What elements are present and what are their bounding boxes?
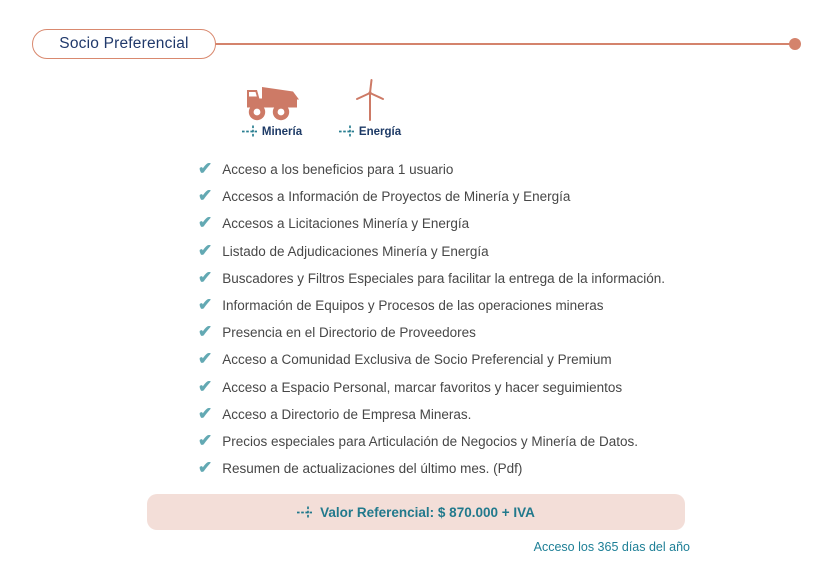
check-icon: ✔: [198, 267, 213, 287]
access-note: Acceso los 365 días del año: [533, 540, 690, 554]
benefit-text: Precios especiales para Articulación de Negocios y Minería de Datos.: [222, 433, 638, 449]
plan-title-pill: [32, 29, 216, 59]
header-line-end-dot: [789, 38, 801, 50]
benefit-text: Listado de Adjudicaciones Minería y Energía: [222, 243, 489, 259]
mineria-label-row: [242, 125, 302, 138]
check-icon: ✔: [198, 295, 213, 315]
benefit-text: Accesos a Información de Proyectos de Minería y Energía: [222, 189, 571, 205]
category-label-mineria: Minería: [261, 125, 303, 138]
check-icon: ✔: [198, 458, 213, 478]
list-item: [198, 374, 665, 401]
dashed-plus-icon: [339, 125, 355, 138]
list-item: [198, 265, 665, 292]
list-item: [198, 156, 665, 183]
category-energia: [338, 78, 402, 138]
benefit-text: Acceso a Directorio de Empresa Mineras.: [222, 406, 472, 422]
benefits-list: [198, 156, 665, 482]
list-item: [198, 455, 665, 482]
benefit-text: Presencia en el Directorio de Proveedores: [222, 325, 476, 341]
benefit-text: Información de Equipos y Procesos de las operaciones mineras: [222, 298, 604, 314]
check-icon: ✔: [198, 403, 213, 423]
dashed-plus-icon: [297, 506, 313, 519]
check-icon: ✔: [198, 159, 213, 179]
list-item: [198, 210, 665, 237]
list-item: [198, 428, 665, 455]
plan-title: Socio Preferencial: [59, 35, 189, 52]
check-icon: ✔: [198, 430, 213, 450]
list-item: [198, 292, 665, 319]
check-icon: ✔: [198, 322, 213, 342]
benefit-text: Acceso a los beneficios para 1 usuario: [222, 162, 454, 178]
list-item: [198, 346, 665, 373]
benefit-text: Buscadores y Filtros Especiales para facilitar la entrega de la información.: [222, 270, 665, 286]
list-item: [198, 401, 665, 428]
dashed-plus-icon: [242, 125, 258, 138]
benefit-text: Acceso a Comunidad Exclusiva de Socio Preferencial y Premium: [222, 352, 612, 368]
price-label: Valor Referencial: $ 870.000 + IVA: [320, 504, 535, 520]
list-item: [198, 319, 665, 346]
benefit-text: Resumen de actualizaciones del último mes. (Pdf): [222, 461, 523, 477]
list-item: [198, 238, 665, 265]
benefit-text: Accesos a Licitaciones Minería y Energía: [222, 216, 470, 232]
benefit-text: Acceso a Espacio Personal, marcar favoritos y hacer seguimientos: [222, 379, 623, 395]
check-icon: ✔: [198, 240, 213, 260]
check-icon: ✔: [198, 186, 213, 206]
check-icon: ✔: [198, 349, 213, 369]
check-icon: ✔: [198, 376, 213, 396]
header-divider-line: [214, 43, 795, 45]
category-mineria: [234, 84, 310, 138]
category-label-energia: Energía: [358, 125, 402, 138]
energia-label-row: [339, 125, 401, 138]
wind-turbine-icon: [350, 78, 390, 122]
list-item: [198, 183, 665, 210]
mining-truck-icon: [243, 84, 301, 122]
check-icon: ✔: [198, 213, 213, 233]
price-banner: [147, 494, 685, 530]
